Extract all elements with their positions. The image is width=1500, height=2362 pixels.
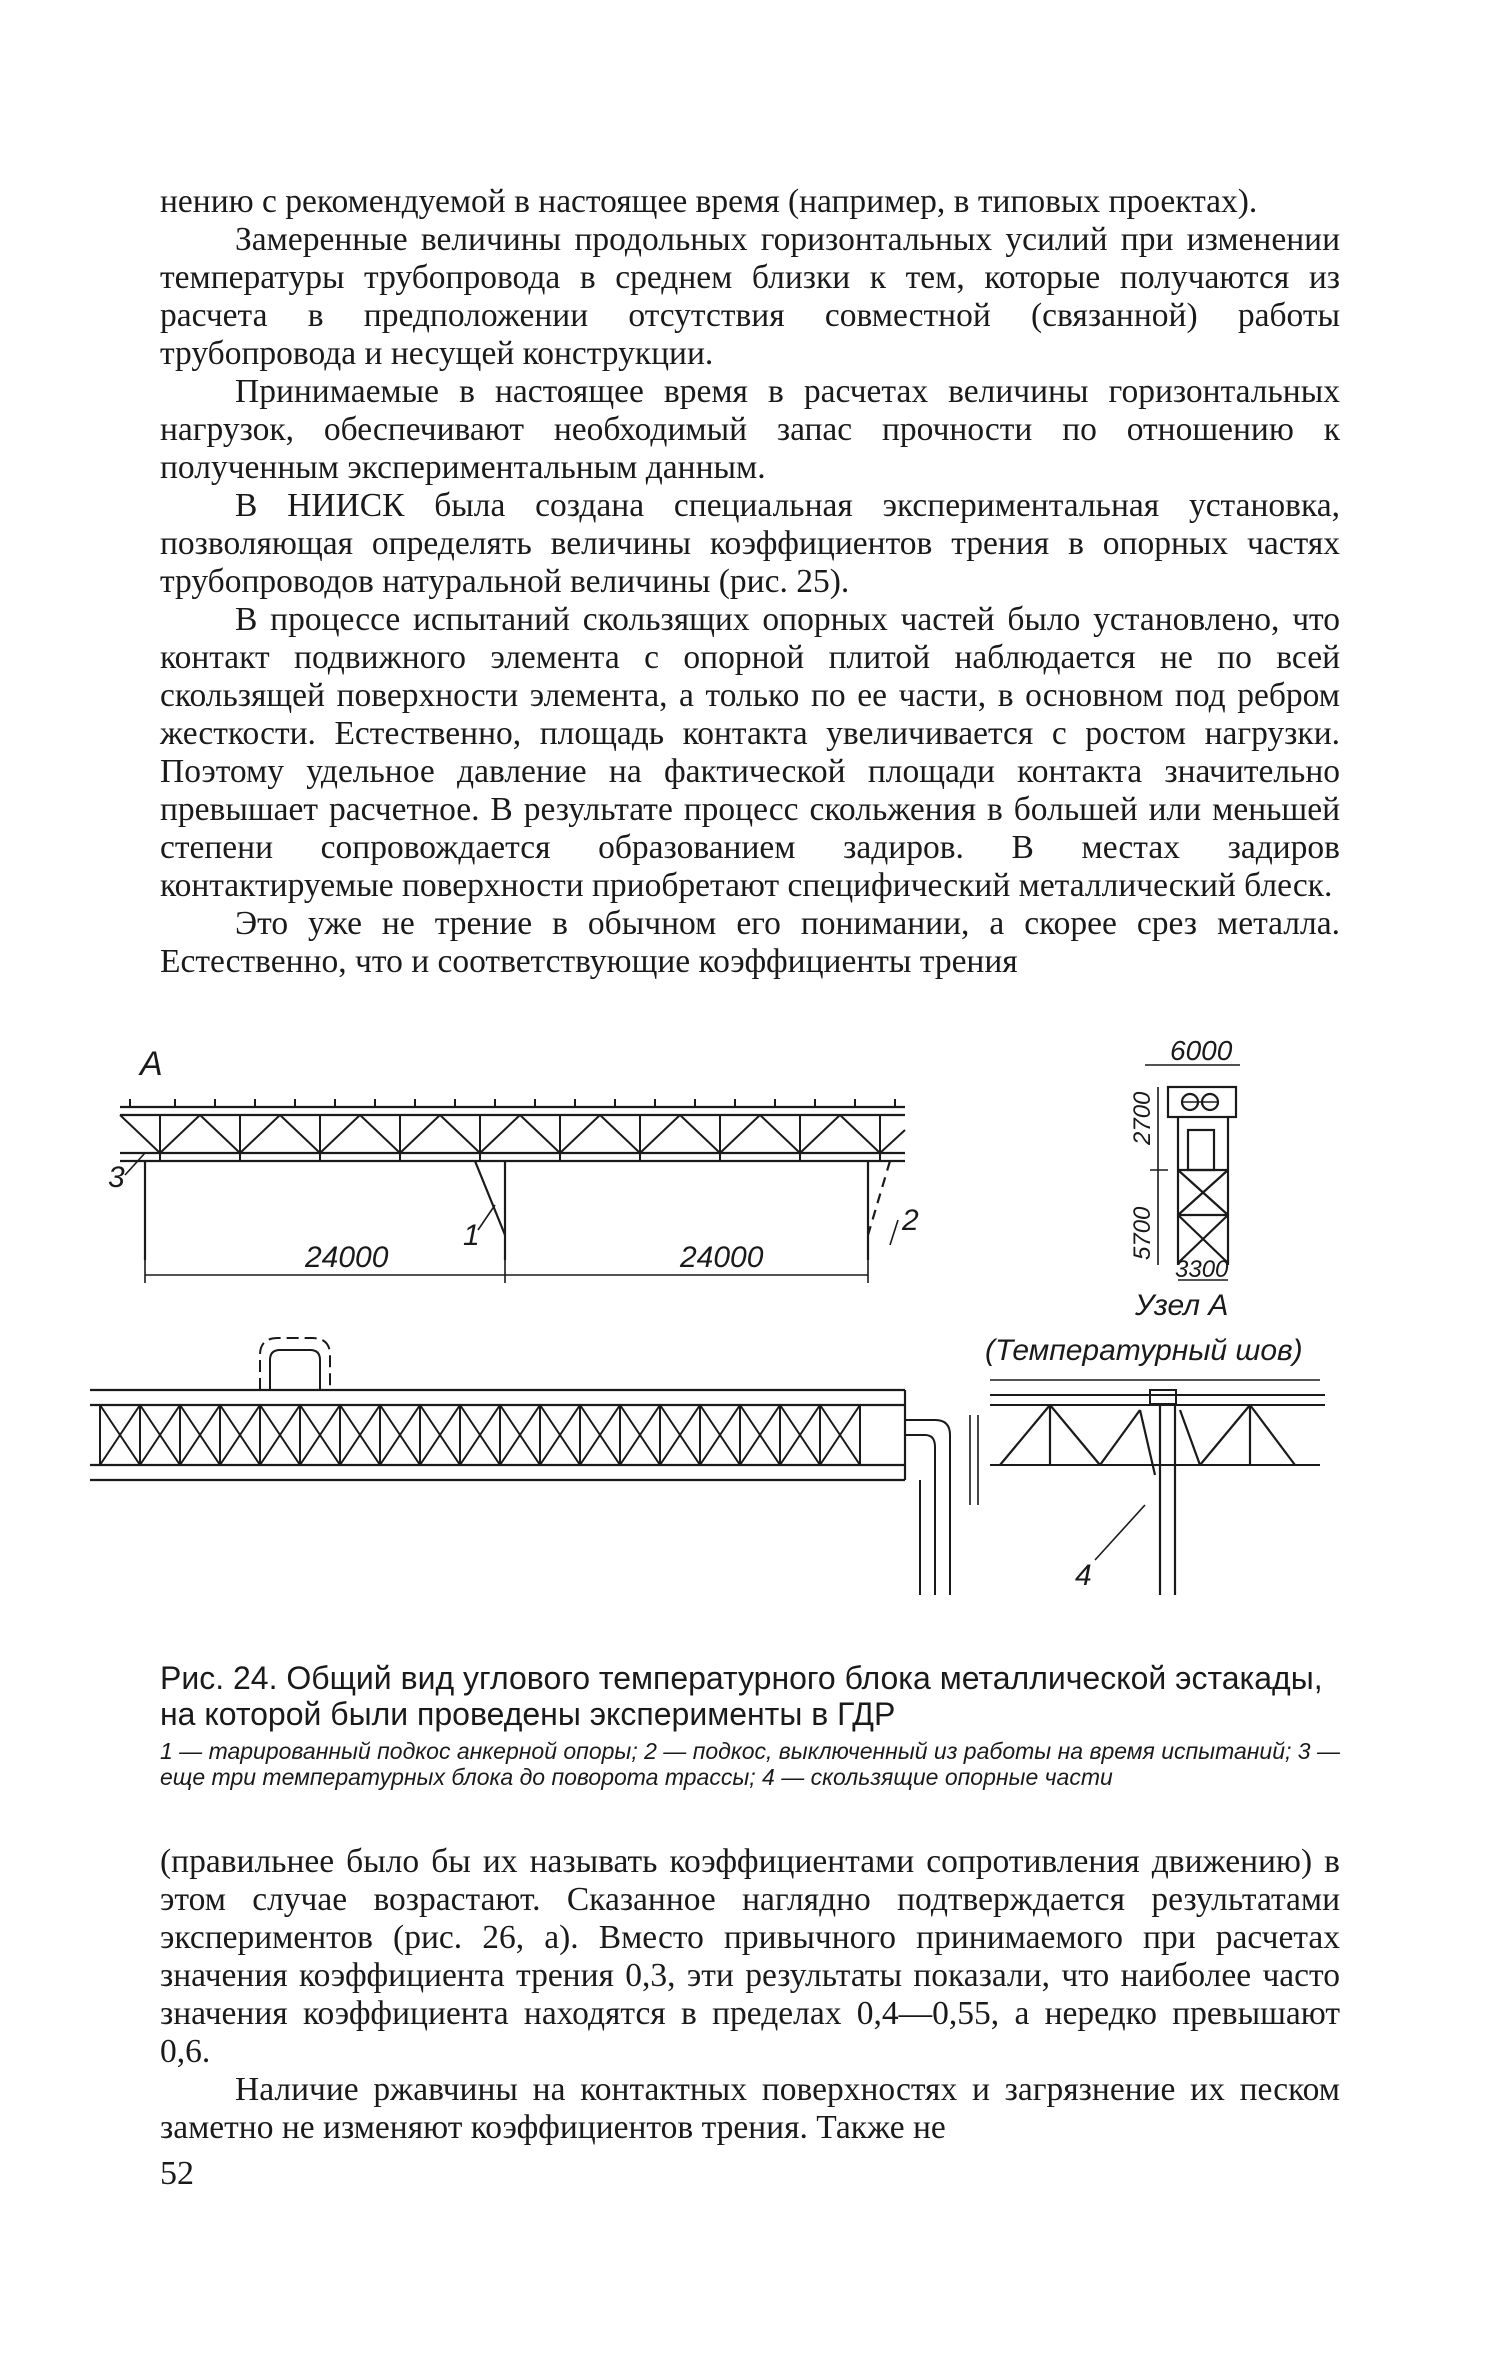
brace-2 — [868, 1161, 890, 1235]
node-title: Узел А — [1135, 1289, 1229, 1322]
label-node-a: А — [140, 1045, 163, 1083]
label-2: 2 — [902, 1204, 919, 1237]
support-ticks — [130, 1099, 895, 1107]
paragraph: Наличие ржавчины на контактных поверхностях и загрязнение их песком заметно не изменяют коэффициентов трения. Также не — [160, 2071, 1340, 2146]
span-right: 24000 — [680, 1241, 764, 1274]
elevation-view — [108, 1045, 919, 1283]
page-number: 52 — [160, 2155, 194, 2192]
span-left: 24000 — [305, 1241, 389, 1274]
paragraph: Это уже не трение в обычном его понимании, а скорее срез металла. Естественно, что и соответствующие коэффициенты трения — [160, 905, 1340, 980]
dim-3300: 3300 — [1175, 1256, 1229, 1283]
paragraph: нению с рекомендуемой в настоящее время (например, в типовых проектах). — [160, 183, 1258, 220]
paragraph: (правильнее было бы их называть коэффициентами сопротивления движению) в этом случае возрастают. Сказанное наглядно подтверждается результатами экспериментов (рис. 26, а). Вместо привычного принимаемого при расчетах значения коэффициента трения 0,3, эти результаты показали, что наиболее часто значения коэффициента находятся в пределах 0,4—0,55, а нередко превышают 0,6. — [160, 1843, 1340, 2070]
label-3: 3 — [108, 1161, 125, 1194]
body-text-bottom — [160, 1843, 1340, 2147]
figure-caption — [160, 1660, 1340, 1790]
figure-24-drawing — [108, 1035, 1360, 1615]
label-4: 4 — [1075, 1559, 1092, 1592]
caption-title: Рис. 24. Общий вид углового температурного блока металлической эстакады, на которой были проведены эксперименты в ГДР — [160, 1660, 1323, 1732]
label-1: 1 — [463, 1219, 480, 1252]
plan-bracing — [100, 1405, 860, 1465]
node-a-detail — [970, 1289, 1325, 1595]
paragraph: Замеренные величины продольных горизонтальных усилий при изменении температуры трубопровода в среднем близки к тем, которые получаются из расчета в предположении отсутствия совместной (связанной) работы трубопровода и несущей конструкции. — [160, 221, 1340, 372]
paragraph: В процессе испытаний скользящих опорных частей было установлено, что контакт подвижного элемента с опорной плитой наблюдается не по всей скользящей поверхности элемента, а только по ее части, в основном под ребром жесткости. Естественно, площадь контакта увеличивается с ростом нагрузки. Поэтому удельное давление на фактической площади контакта значительно превышает расчетное. В результате процесс скольжения в большей или меньшей степени сопровождается образованием задиров. В местах задиров контактируемые поверхности приобретают специфический металлический блеск. — [160, 601, 1340, 904]
caption-legend: 1 — тарированный подкос анкерной опоры; 2 — подкос, выключенный из работы на время испытаний; 3 — еще три температурных блока до поворота трассы; 4 — скользящие опорные части — [160, 1738, 1340, 1790]
node-subtitle: (Температурный шов) — [985, 1334, 1303, 1367]
dim-5700: 5700 — [1129, 1206, 1156, 1260]
cross-section-view — [1129, 1035, 1240, 1283]
dim-6000: 6000 — [1170, 1035, 1233, 1066]
paragraph: Принимаемые в настоящее время в расчетах величины горизонтальных нагрузок, обеспечивают необходимый запас прочности по отношению к полученным экспериментальным данным. — [160, 373, 1340, 486]
paragraph: В НИИСК была создана специальная экспериментальная установка, позволяющая определять величины коэффициентов трения в опорных частях трубопроводов натуральной величины (рис. 25). — [160, 487, 1340, 600]
body-text-top — [160, 183, 1340, 981]
plan-view — [90, 1338, 950, 1595]
dim-2700: 2700 — [1129, 1091, 1156, 1145]
